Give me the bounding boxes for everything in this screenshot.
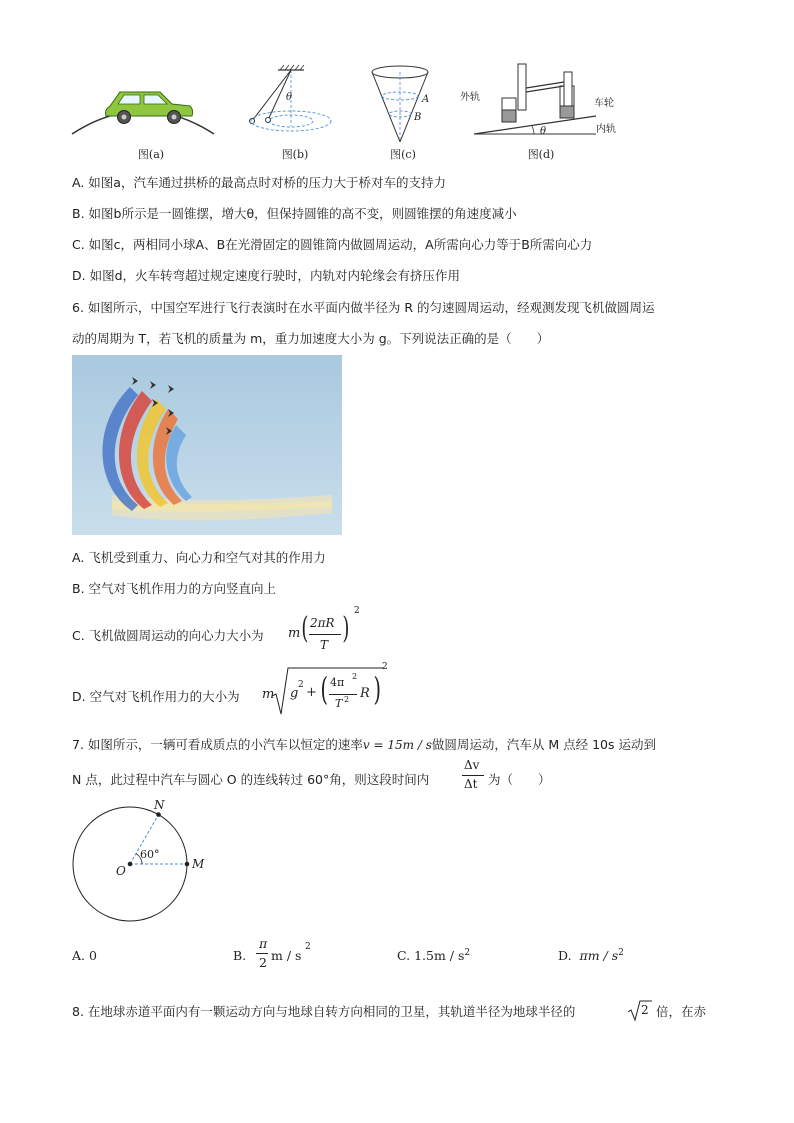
q7-option-c-text: C. 1.5m / s — [397, 948, 465, 964]
figure-d-caption: 图(d) — [527, 148, 555, 161]
q6-d-outer-exp: 2 — [382, 662, 388, 672]
q6-option-c-text: C. 飞机做圆周运动的向心力大小为 — [72, 628, 264, 643]
figure-c-label-b: B — [414, 112, 422, 123]
q5-option-c[interactable]: C. 如图c，两相同小球A、B在光滑固定的圆锥筒内做圆周运动，A所需向心力等于B所需向心力 — [72, 237, 593, 252]
q8-sqrt — [628, 1000, 652, 1022]
q7-option-d[interactable] — [558, 948, 624, 963]
q7-stem-2b: 为（ ） — [488, 772, 551, 787]
figure-d-label-outer: 外轨 — [460, 92, 480, 103]
q6-option-a[interactable]: A. 飞机受到重力、向心力和空气对其的作用力 — [72, 550, 326, 565]
q7-option-c-exp: 2 — [464, 948, 471, 958]
q6-option-b[interactable]: B. 空气对飞机作用力的方向竖直向上 — [72, 581, 277, 596]
q6-d-m: m — [262, 687, 275, 702]
figure-b-conical-pendulum — [240, 64, 360, 144]
q7-angle: 60° — [140, 848, 160, 861]
q7-option-d-exp: 2 — [618, 948, 624, 958]
q7-option-d-label: D. — [558, 948, 572, 964]
q6-d-den-exp: 2 — [344, 695, 350, 704]
q7-option-b-den: 2 — [259, 955, 267, 970]
q5-option-d[interactable]: D. 如图d，火车转弯超过规定速度行驶时，内轨对内轮缘会有挤压作用 — [72, 268, 461, 283]
q7-option-d-val: πm / s — [579, 948, 619, 964]
q6-option-d-text: D. 空气对飞机作用力的大小为 — [72, 689, 240, 704]
q6-c-m: m — [288, 626, 301, 641]
q6-stem-line-1: 6. 如图所示，中国空军进行飞行表演时在水平面内做半径为 R 的匀速圆周运动，经观测发现飞机做圆周运 — [72, 300, 655, 315]
q7-option-a[interactable]: A. 0 — [72, 948, 97, 963]
figure-b-theta: θ — [286, 92, 293, 103]
q7-label-o: O — [116, 864, 126, 878]
q8-stem-b: 倍，在赤 — [656, 1004, 707, 1019]
q8-sqrt-value: 2 — [641, 1003, 649, 1017]
figure-d-label-inner: 内轨 — [596, 124, 616, 135]
q7-option-b-unit: m / s — [271, 948, 302, 963]
q6-d-num-exp: 2 — [352, 672, 358, 681]
q6-d-g: g — [290, 686, 299, 701]
q7-circle-diagram — [66, 796, 226, 926]
q5-option-a[interactable]: A. 如图a，汽车通过拱桥的最高点时对桥的压力大于桥对车的支持力 — [72, 175, 446, 190]
q7-dv: Δv — [464, 758, 480, 772]
q7-option-b-num: π — [259, 936, 268, 951]
q6-d-denominator: T — [335, 697, 343, 710]
q7-option-c[interactable] — [397, 948, 470, 963]
q7-dt: Δt — [464, 777, 478, 791]
figure-d-train-track — [456, 60, 632, 146]
q7-label-n: N — [154, 798, 165, 812]
figure-d-theta: θ — [540, 126, 547, 137]
q6-d-r: R — [360, 686, 370, 701]
figure-c-caption: 图(c) — [390, 148, 416, 161]
q6-c-denominator: T — [320, 638, 329, 652]
q6-d-numerator: 4π — [330, 676, 345, 689]
q7-label-m: M — [192, 857, 205, 871]
q6-c-exponent: 2 — [354, 606, 360, 616]
figure-a-caption: 图(a) — [137, 148, 165, 161]
q5-option-b[interactable]: B. 如图b所示是一圆锥摆，增大θ，但保持圆锥的高不变，则圆锥摆的角速度减小 — [72, 206, 517, 221]
q7-option-b-label: B. — [233, 948, 247, 963]
q7-stem-1b: 做圆周运动，汽车从 M 点经 10s 运动到 — [431, 737, 656, 752]
q7-option-b[interactable] — [233, 936, 333, 976]
q6-c-numerator: 2πR — [310, 616, 335, 630]
figure-b-caption: 图(b) — [281, 148, 309, 161]
q7-stem-line-1 — [72, 735, 656, 753]
q6-d-g-exp: 2 — [298, 680, 304, 690]
q7-stem-2a: N 点，此过程中汽车与圆心 O 的连线转过 60°角，则这段时间内 — [72, 772, 430, 787]
figure-d-label-wheel: 车轮 — [594, 98, 614, 109]
q8-stem-a: 8. 在地球赤道平面内有一颗运动方向与地球自转方向相同的卫星，其轨道半径为地球半径的 — [72, 1004, 576, 1019]
q7-option-b-exp: 2 — [305, 942, 311, 952]
q6-stem-line-2: 动的周期为 T，若飞机的质量为 m，重力加速度大小为 g。下列说法正确的是（ ） — [72, 331, 550, 346]
figure-a-car-on-bridge — [68, 70, 218, 148]
q6-photo-aerobatic-jets — [72, 355, 342, 535]
figure-c-cone — [364, 62, 444, 148]
q7-stem-1a: 7. 如图所示，一辆可看成质点的小汽车以恒定的速率 — [72, 737, 363, 752]
figure-c-label-a: A — [422, 94, 430, 105]
q7-speed: v = 15m / s — [362, 738, 432, 752]
